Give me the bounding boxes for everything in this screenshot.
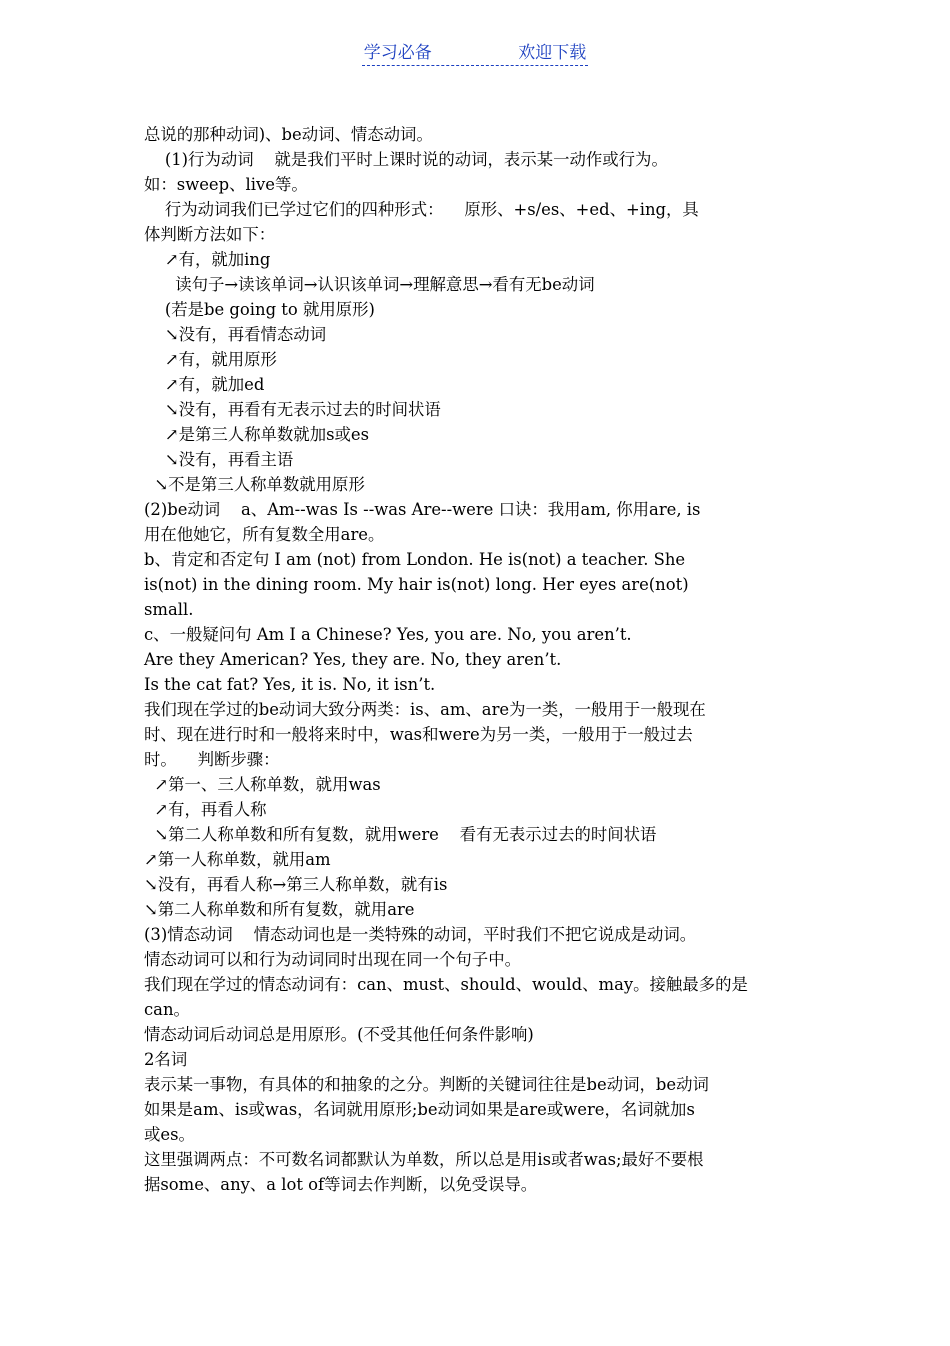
text-line: (若是be going to 就用原形) [144,300,375,319]
text-line: b、肯定和否定句 I am (not) from London. He is(not) a teacher. She [144,550,686,569]
document-body [144,122,824,1197]
text-line: ↗有，就加ing [144,250,271,269]
text-line: 或es。 [144,1125,195,1144]
text-line: ↘没有，再看主语 [144,450,294,469]
text-line: Are they American? Yes, they are. No, they aren’t. [144,650,562,669]
text-line: 行为动词我们已学过它们的四种形式： 原形、+s/es、+ed、+ing，具 [144,200,699,219]
text-line: 表示某一事物，有具体的和抽象的之分。判断的关键词往往是be动词，be动词 [144,1075,709,1094]
page-header [0,38,950,66]
text-line: ↘不是第三人称单数就用原形 [144,475,365,494]
text-line: 用在他她它，所有复数全用are。 [144,525,385,544]
text-line: ↗是第三人称单数就加s或es [144,425,370,444]
text-line: c、一般疑问句 Am I a Chinese? Yes, you are. No, you aren’t. [144,625,632,644]
text-line: 总说的那种动词)、be动词、情态动词。 [144,125,433,144]
text-line: can。 [144,1000,190,1019]
text-line: small. [144,600,194,619]
text-line: (3)情态动词 情态动词也是一类特殊的动词，平时我们不把它说成是动词。 [144,925,697,944]
text-line: 读句子→读该单词→认识该单词→理解意思→看有无be动词 [144,275,595,294]
header-left-text: 学习必备 [363,43,432,63]
section-heading: 2名词 [144,1050,188,1069]
text-line: (1)行为动词 就是我们平时上课时说的动词，表示某一动作或行为。 [144,150,668,169]
text-line: 时、现在进行时和一般将来时中，was和were为另一类，一般用于一般过去 [144,725,693,744]
text-line: 情态动词后动词总是用原形。(不受其他任何条件影响) [144,1025,534,1044]
text-line: ↗第一、三人称单数，就用was [144,775,381,794]
text-line: 我们现在学过的be动词大致分两类：is、am、are为一类，一般用于一般现在 [144,700,706,719]
text-line: is(not) in the dining room. My hair is(not) long. Her eyes are(not) [144,575,689,594]
text-line: 如果是am、is或was，名词就用原形;be动词如果是are或were，名词就加s [144,1100,695,1119]
text-line: 体判断方法如下： [144,225,276,244]
text-line: ↗有，再看人称 [144,800,267,819]
text-line: 这里强调两点：不可数名词都默认为单数，所以总是用is或者was;最好不要根 [144,1150,704,1169]
text-line: (2)be动词 a、Am--was Is --was Are--were 口诀：我用am, 你用are, is [144,500,701,519]
text-line: 我们现在学过的情态动词有：can、must、should、would、may。接触最多的是 [144,975,748,994]
text-line: ↘第二人称单数和所有复数，就用are [144,900,415,919]
text-line: 如：sweep、live等。 [144,175,308,194]
text-line: ↗第一人称单数，就用am [144,850,331,869]
text-line: ↘没有，再看人称→第三人称单数，就有is [144,875,448,894]
text-line: ↘第二人称单数和所有复数，就用were 看有无表示过去的时间状语 [144,825,657,844]
text-line: ↗有，就加ed [144,375,265,394]
text-line: 情态动词可以和行为动词同时出现在同一个句子中。 [144,950,521,969]
text-line: 时。 判断步骤： [144,750,280,769]
text-line: ↘没有，再看情态动词 [144,325,327,344]
text-line: 据some、any、a lot of等词去作判断，以免受误导。 [144,1175,538,1194]
text-line: ↘没有，再看有无表示过去的时间状语 [144,400,441,419]
header-right-text: 欢迎下载 [518,43,587,63]
header-rule [362,38,588,66]
text-line: Is the cat fat? Yes, it is. No, it isn’t. [144,675,436,694]
text-line: ↗有，就用原形 [144,350,277,369]
